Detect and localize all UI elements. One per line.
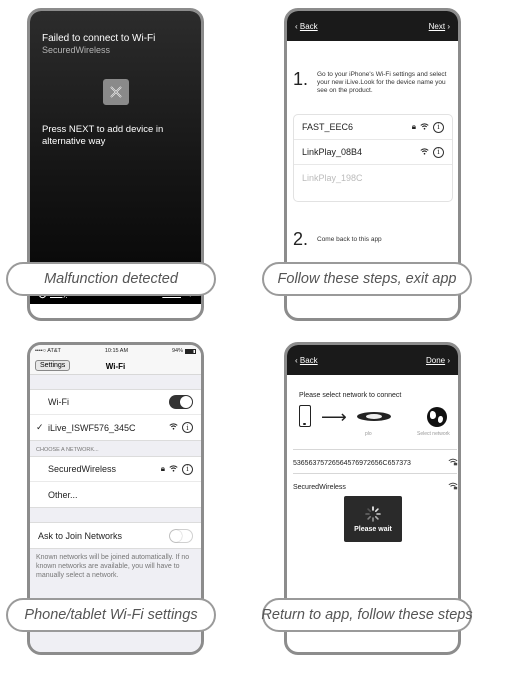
wifi-label: Wi-Fi: [48, 397, 69, 407]
wifi-toggle[interactable]: [169, 395, 193, 409]
arrow-right-icon: ⟶: [321, 407, 347, 427]
select-title: Please select network to connect: [299, 392, 402, 399]
toggle-knob: [170, 530, 182, 542]
wifi-icon: [169, 423, 178, 432]
ask-group: [30, 522, 201, 549]
status-time: 10:15 AM: [104, 348, 129, 354]
status-carrier: ••••○ AT&T: [35, 348, 61, 354]
ask-toggle[interactable]: [169, 529, 193, 543]
wifi-lock-icon: [448, 482, 458, 492]
checkmark-icon: ✓: [36, 422, 44, 432]
caption-return-to-app: Return to app, follow these steps: [262, 598, 472, 632]
toggle-knob: [180, 396, 192, 408]
network-group: [30, 456, 201, 508]
network-name: LinkPlay_08B4: [302, 147, 363, 157]
info-icon[interactable]: i: [433, 122, 444, 133]
top-navbar: [287, 345, 458, 375]
spacer: [30, 508, 201, 522]
info-icon[interactable]: i: [182, 422, 193, 433]
back-label: Back: [299, 355, 318, 365]
next-label: Next: [428, 21, 446, 31]
close-icon: [103, 79, 129, 105]
fail-ssid: SecuredWireless: [42, 45, 111, 55]
caption-steps: Follow these steps, exit app: [262, 262, 472, 296]
network-row[interactable]: [293, 482, 458, 492]
network-name: Other...: [48, 489, 78, 500]
info-icon[interactable]: i: [433, 147, 444, 158]
network-name: 53656375726564576972656C657373: [293, 459, 411, 467]
back-button[interactable]: ‹ Back: [295, 21, 318, 31]
network-row[interactable]: [30, 457, 201, 482]
step-1-text: Go to your iPhone's Wi-Fi settings and select your new iLive.Look for the device name you see on the product.: [317, 71, 447, 94]
settings-navbar: [30, 357, 201, 375]
top-navbar: [287, 11, 458, 41]
footnote: Known networks will be joined automatically. If no known networks are available, you will have to manually select a network.: [36, 554, 190, 579]
caption-malfunction: Malfunction detected: [6, 262, 216, 296]
battery-icon: [185, 349, 196, 354]
speaker-icon: [357, 412, 391, 421]
network-list: [293, 114, 453, 202]
back-label: Back: [299, 21, 318, 31]
globe-icon: [427, 407, 447, 427]
network-name: SecuredWireless: [48, 464, 117, 474]
malfunction-screen: [30, 11, 201, 304]
lock-icon: 🔒︎: [160, 464, 165, 473]
section-label: CHOOSE A NETWORK...: [36, 447, 99, 453]
phone-icon: [299, 405, 311, 427]
loading-overlay: [344, 496, 402, 542]
ask-to-join-row: [30, 523, 201, 548]
alternative-hint: Press NEXT to add device in alternative way: [42, 124, 164, 147]
connected-network-name: iLive_ISWF576_345C: [48, 422, 136, 433]
wifi-icon: [420, 123, 429, 132]
network-name: LinkPlay_198C: [302, 172, 363, 183]
settings-back-button[interactable]: Settings: [35, 360, 70, 371]
wait-text: Please wait: [354, 525, 392, 533]
wifi-lock-icon: [448, 458, 458, 468]
network-row-other[interactable]: [30, 482, 201, 507]
done-button[interactable]: Done ›: [425, 355, 450, 365]
next-button[interactable]: Next ›: [428, 21, 450, 31]
network-row[interactable]: [294, 165, 452, 190]
caption-wifi-settings: Phone/tablet Wi-Fi settings: [6, 598, 216, 632]
device-label: plo: [365, 431, 372, 437]
close-icon-glyph: [109, 85, 123, 99]
page-title: Wi-Fi: [105, 362, 126, 371]
network-label: Select network: [417, 431, 450, 437]
divider: [293, 473, 457, 474]
wifi-toggle-row: [30, 390, 201, 415]
spacer: [30, 375, 201, 389]
status-battery-text: 94%: [171, 348, 183, 354]
wifi-icon: [420, 148, 429, 157]
info-icon[interactable]: i: [182, 464, 193, 475]
divider: [293, 449, 457, 450]
fail-title: Failed to connect to Wi-Fi: [42, 33, 156, 44]
network-row[interactable]: [294, 115, 452, 140]
lock-icon: 🔒︎: [411, 122, 416, 131]
status-battery: [172, 348, 196, 354]
step-2-text: Come back to this app: [317, 236, 382, 243]
network-row[interactable]: [293, 458, 458, 468]
done-label: Done: [425, 355, 446, 365]
connected-network-row[interactable]: [30, 415, 201, 440]
step-1-number: 1.: [293, 69, 309, 89]
network-row[interactable]: [294, 140, 452, 165]
wifi-icon: [169, 465, 178, 474]
ask-label: Ask to Join Networks: [38, 530, 123, 541]
wifi-group: [30, 389, 201, 441]
network-name: FAST_EEC6: [302, 122, 354, 132]
back-button[interactable]: ‹ Back: [295, 355, 318, 365]
spinner-icon: [365, 506, 381, 522]
network-name: SecuredWireless: [293, 483, 346, 491]
status-bar: [30, 345, 201, 357]
step-2-number: 2.: [293, 229, 309, 249]
